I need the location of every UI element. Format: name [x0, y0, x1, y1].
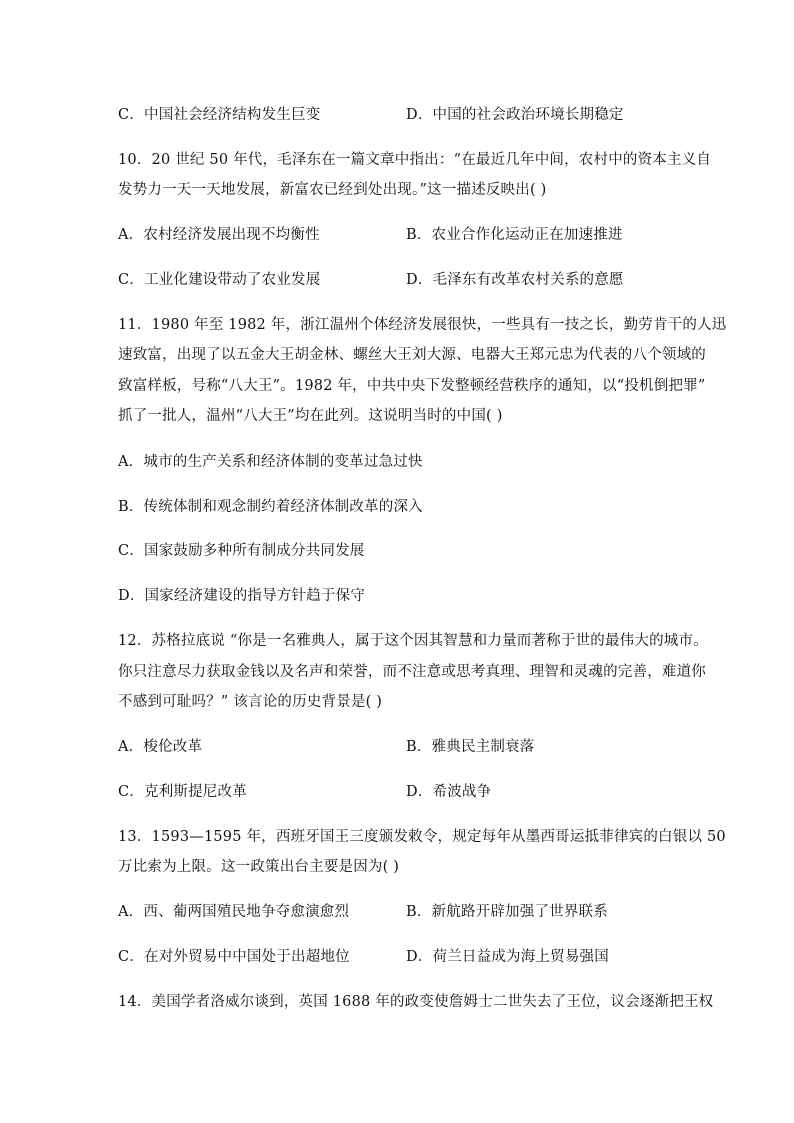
- q12-stem-line-3: 不感到可耻吗？” 该言论的历史背景是( ): [118, 694, 383, 710]
- q14-stem-line-1: 14．美国学者洛威尔谈到，英国 1688 年的政变使詹姆士二世失去了王位，议会逐渐把王权: [118, 994, 714, 1010]
- q12-stem-line-2: 你只注意尽力获取金钱以及名声和荣誉，而不注意或思考真理、理智和灵魂的完善，难道你: [118, 664, 706, 680]
- q12-option-a: A．梭伦改革: [118, 739, 203, 755]
- q11-option-a: A．城市的生产关系和经济体制的变革过急过快: [118, 454, 423, 470]
- q13-option-d: D．荷兰日益成为海上贸易强国: [406, 949, 609, 965]
- q12-option-c: C．克利斯提尼改革: [118, 784, 247, 800]
- q13-option-a: A．西、葡两国殖民地争夺愈演愈烈: [118, 904, 350, 920]
- q11-option-c: C．国家鼓励多种所有制成分共同发展: [118, 543, 365, 559]
- q13-stem-line-1: 13．1593—1595 年，西班牙国王三度颁发敕令，规定每年从墨西哥运抵菲律宾的白银以 50: [118, 829, 726, 845]
- q11-stem-line-1: 11．1980 年至 1982 年，浙江温州个体经济发展很快，一些具有一技之长，勤劳肯干的人迅: [118, 317, 727, 333]
- q10-stem-line-2: 发势力一天一天地发展，新富农已经到处出现。”这一描述反映出( ): [118, 182, 547, 198]
- q9-option-c: C．中国社会经济结构发生巨变: [118, 107, 321, 123]
- q12-stem-line-1: 12．苏格拉底说 “你是一名雅典人，属于这个因其智慧和力量而著称于世的最伟大的城市。: [118, 633, 708, 649]
- q12-option-d: D．希波战争: [406, 784, 492, 800]
- q10-option-d: D．毛泽东有改革农村关系的意愿: [406, 272, 624, 288]
- q11-stem-line-3: 致富样板，号称“八大王”。1982 年，中共中央下发整顿经营秩序的通知，以“投机倒把罪”: [118, 378, 706, 394]
- q11-stem-line-4: 抓了一批人，温州“八大王”均在此列。这说明当时的中国( ): [118, 408, 503, 424]
- q9-option-d: D．中国的社会政治环境长期稳定: [406, 107, 624, 123]
- q12-option-b: B．雅典民主制衰落: [406, 739, 535, 755]
- q13-option-c: C．在对外贸易中中国处于出超地位: [118, 949, 350, 965]
- q11-option-d: D．国家经济建设的指导方针趋于保守: [118, 588, 366, 604]
- q11-option-b: B．传统体制和观念制约着经济体制改革的深入: [118, 499, 423, 515]
- q10-option-b: B．农业合作化运动正在加速推进: [406, 227, 623, 243]
- q10-option-a: A．农村经济发展出现不均衡性: [118, 227, 320, 243]
- q10-stem-line-1: 10．20 世纪 50 年代，毛泽东在一篇文章中指出：“在最近几年中间，农村中的资本主义自: [118, 152, 712, 168]
- q10-option-c: C．工业化建设带动了农业发展: [118, 272, 321, 288]
- q11-stem-line-2: 速致富，出现了以五金大王胡金林、螺丝大王刘大源、电器大王郑元忠为代表的八个领域的: [118, 347, 706, 363]
- q13-option-b: B．新航路开辟加强了世界联系: [406, 904, 608, 920]
- q13-stem-line-2: 万比索为上限。这一政策出台主要是因为( ): [118, 859, 400, 875]
